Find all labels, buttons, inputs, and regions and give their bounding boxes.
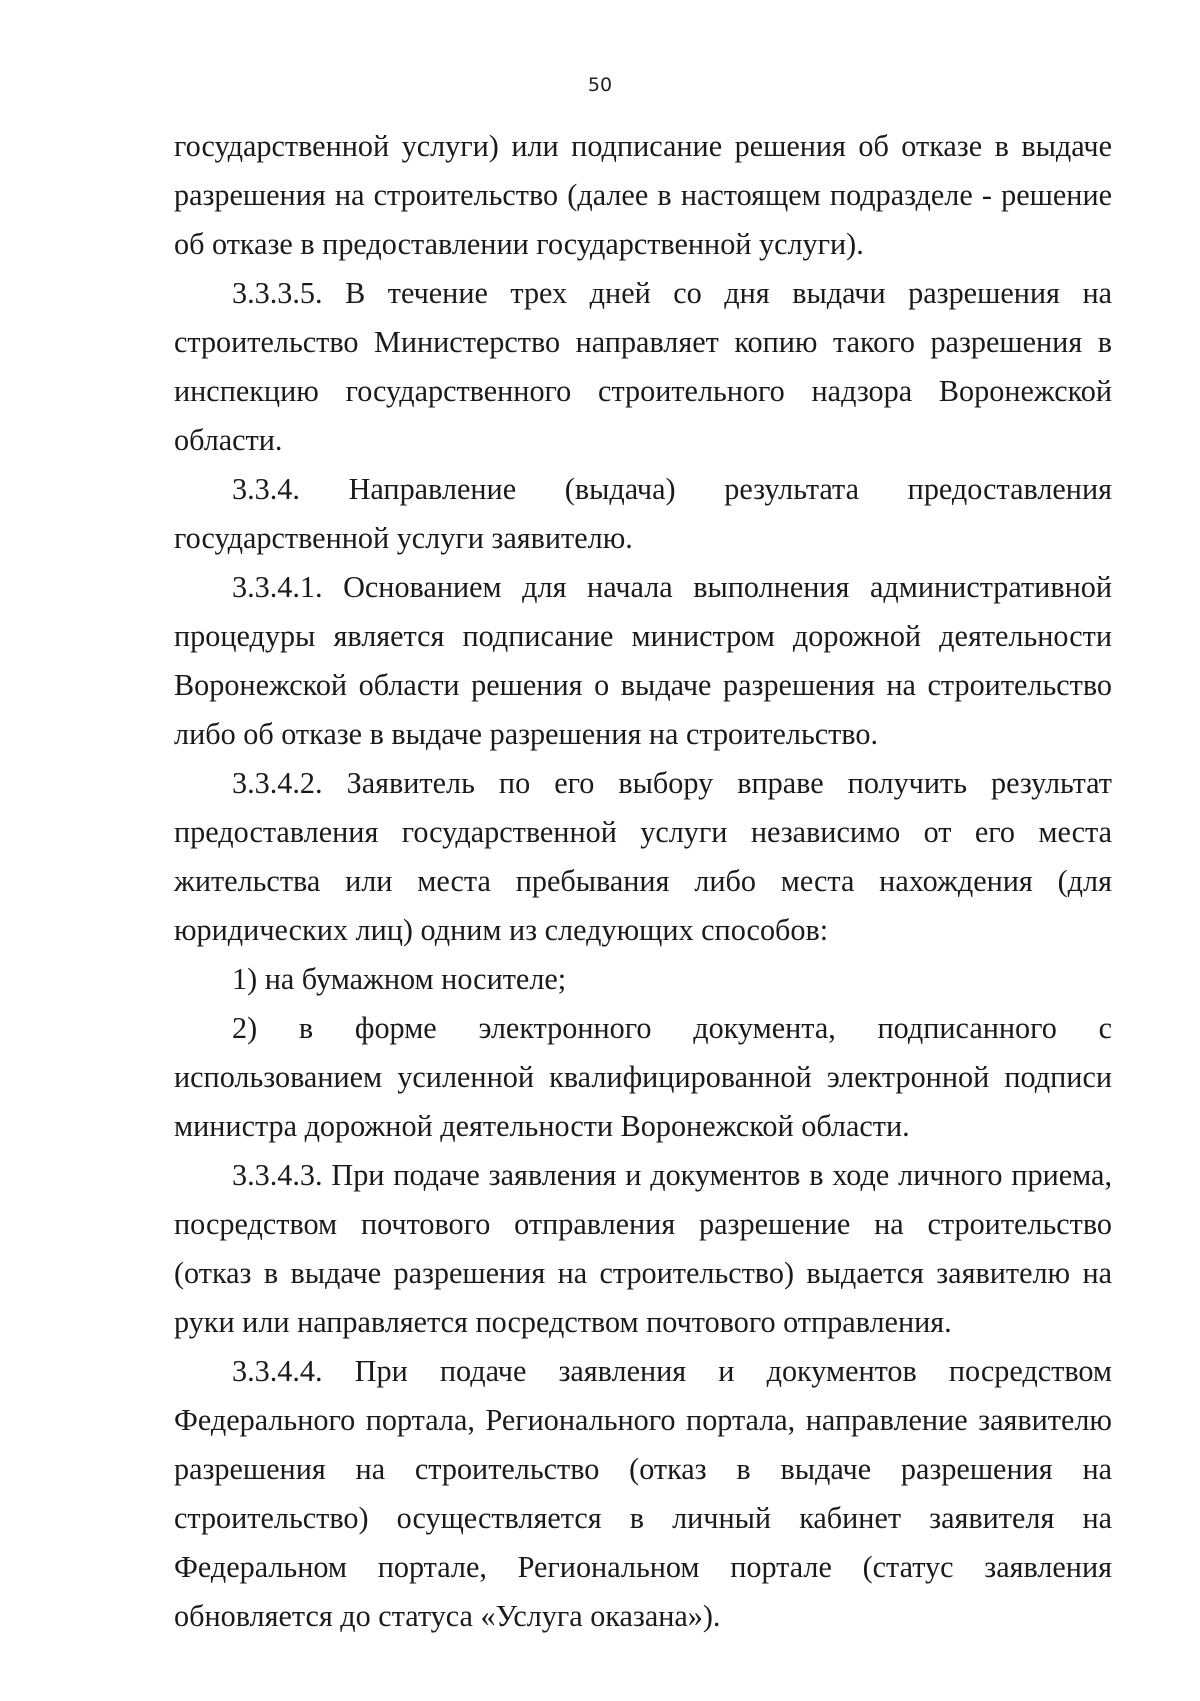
document-body xyxy=(174,122,1112,1641)
paragraph-continuation: государственной услуги) или подписание решения об отказе в выдаче разрешения на строительство (далее в настоящем подразделе - решение об отказе в предоставлении государственной услуги). xyxy=(174,129,1112,261)
paragraph-3-3-4: 3.3.4. Направление (выдача) результата предоставления государственной услуги заявителю. xyxy=(174,472,1112,555)
paragraph-3-3-4-4: 3.3.4.4. При подаче заявления и документов посредством Федерального портала, Регионального портала, направление заявителю разрешения на строительство (отказ в выдаче разрешения на строительство) осуществляется в личный кабинет заявителя на Федеральном портале, Региональном портале (статус заявления обновляется до статуса «Услуга оказана»). xyxy=(174,1354,1112,1633)
paragraph-3-3-4-3: 3.3.4.3. При подаче заявления и документов в ходе личного приема, посредством почтового отправления разрешение на строительство (отказ в выдаче разрешения на строительство) выдается заявителю на руки или направляется посредством почтового отправления. xyxy=(174,1158,1112,1339)
list-item-paper: 1) на бумажном носителе; xyxy=(232,962,567,996)
page-number: 50 xyxy=(587,74,613,96)
list-item-electronic: 2) в форме электронного документа, подписанного с использованием усиленной квалифицированной электронной подписи министра дорожной деятельности Воронежской области. xyxy=(174,1011,1112,1143)
paragraph-3-3-3-5: 3.3.3.5. В течение трех дней со дня выдачи разрешения на строительство Министерство направляет копию такого разрешения в инспекцию государственного строительного надзора Воронежской области. xyxy=(174,276,1112,457)
paragraph-3-3-4-2: 3.3.4.2. Заявитель по его выбору вправе получить результат предоставления государственной услуги независимо от его места жительства или места пребывания либо места нахождения (для юридических лиц) одним из следующих способов: xyxy=(174,766,1112,947)
paragraph-3-3-4-1: 3.3.4.1. Основанием для начала выполнения административной процедуры является подписание министром дорожной деятельности Воронежской области решения о выдаче разрешения на строительство либо об отказе в выдаче разрешения на строительство. xyxy=(174,570,1112,751)
